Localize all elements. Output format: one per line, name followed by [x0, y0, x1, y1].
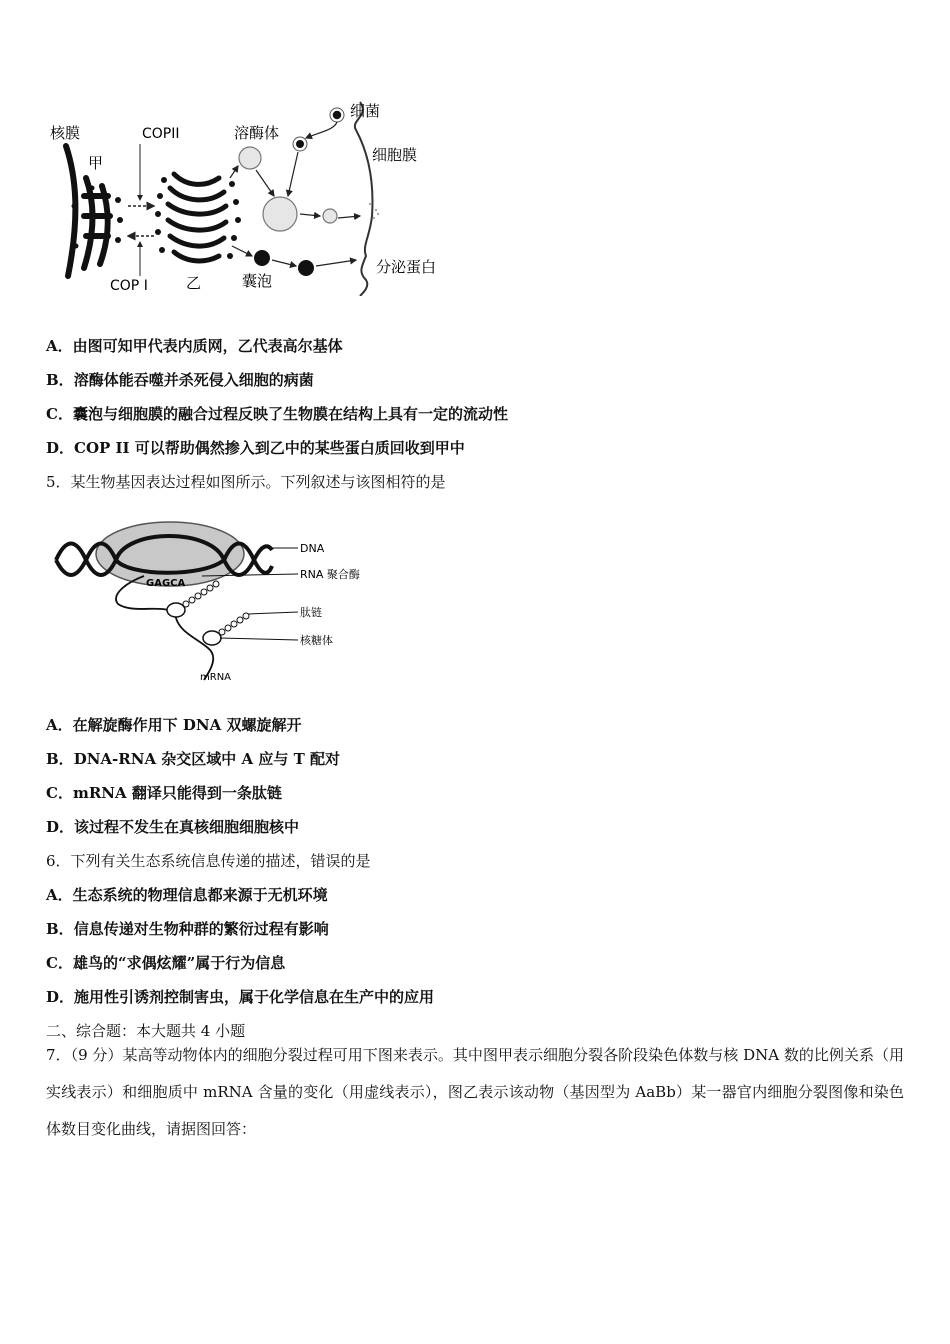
label-sequence: GAGCA [146, 578, 186, 589]
q7-paragraph: 7．（9 分）某高等动物体内的细胞分裂过程可用下图来表示。其中图甲表示细胞分裂各阶段染色体数与核 DNA 数的比例关系（用实线表示）和细胞质中 mRNA 含量的变化（用虚线表示），图乙表示该动物（基因型为 AaBb）某一器官内细胞分裂图像和染色体数目变化曲线，请据图回答： [46, 1046, 904, 1138]
gene-expression-figure [52, 520, 382, 690]
q6-option-d: D．施用性引诱剂控制害虫，属于化学信息在生产中的应用 [46, 988, 435, 1006]
label-yi: 乙 [186, 274, 202, 292]
q4-option-c: C．囊泡与细胞膜的融合过程反映了生物膜在结构上具有一定的流动性 [46, 405, 508, 423]
q6-option-b: B．信息传递对生物种群的繁衍过程有影响 [46, 920, 329, 938]
label-peptide: 肽链 [300, 606, 322, 619]
q4-option-b: B．溶酶体能吞噬并杀死侵入细胞的病菌 [46, 371, 314, 389]
section-heading: 二、综合题：本大题共 4 小题 [46, 1022, 246, 1040]
q6-option-a: A．生态系统的物理信息都来源于无机环境 [46, 886, 328, 904]
q5-option-d: D．该过程不发生在真核细胞细胞核中 [46, 818, 300, 836]
label-nuclear-membrane: 核膜 [50, 124, 81, 142]
label-cop2: COPII [142, 126, 180, 142]
golgi-structure [168, 174, 226, 261]
q5-stem: 5．某生物基因表达过程如图所示。下列叙述与该图相符的是 [46, 473, 446, 491]
label-secreted-protein: 分泌蛋白 [376, 258, 437, 276]
label-lysosome: 溶酶体 [234, 124, 280, 142]
q5-option-a: A．在解旋酶作用下 DNA 双螺旋解开 [46, 716, 302, 734]
q4-option-a: A．由图可知甲代表内质网，乙代表高尔基体 [46, 337, 343, 355]
vesicle-transport-figure [44, 96, 464, 296]
label-ribosome: 核糖体 [300, 634, 333, 647]
q5-option-c: C．mRNA 翻译只能得到一条肽链 [46, 784, 282, 802]
label-rna-polymerase: RNA 聚合酶 [300, 568, 360, 581]
label-bacteria: 细菌 [350, 102, 381, 120]
q6-stem: 6．下列有关生态系统信息传递的描述，错误的是 [46, 852, 371, 870]
label-cell-membrane: 细胞膜 [372, 146, 418, 164]
label-vesicle: 囊泡 [242, 272, 273, 290]
q4-option-d: D．COP II 可以帮助偶然掺入到乙中的某些蛋白质回收到甲中 [46, 439, 465, 457]
q5-option-b: B．DNA-RNA 杂交区域中 A 应与 T 配对 [46, 750, 340, 768]
label-jia: 甲 [88, 154, 104, 172]
label-mrna: mRNA [200, 672, 232, 683]
q6-option-c: C．雄鸟的“求偶炫耀”属于行为信息 [46, 954, 286, 972]
label-cop1: COP I [110, 278, 148, 294]
cell-membrane-line [355, 102, 373, 296]
label-dna: DNA [300, 542, 325, 555]
